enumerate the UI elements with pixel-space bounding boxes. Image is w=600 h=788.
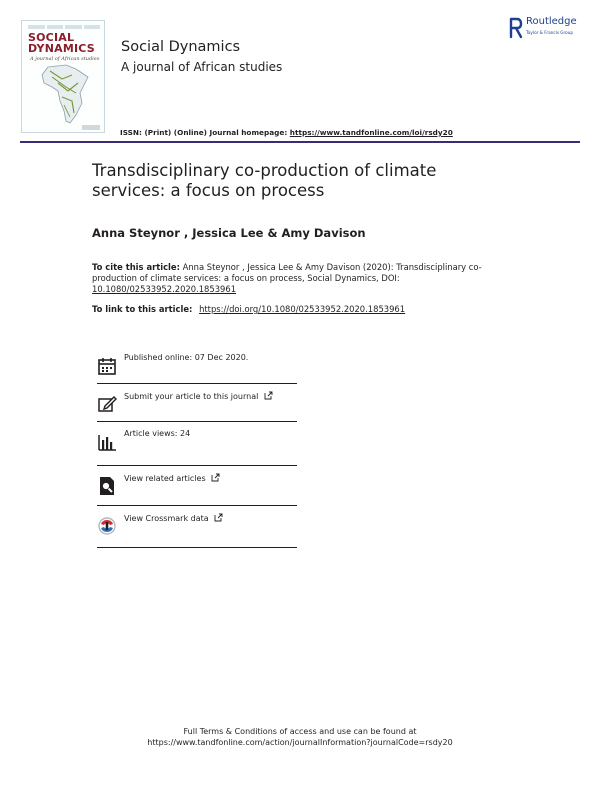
article-views-row (97, 426, 297, 459)
journal-homepage-link[interactable]: https://www.tandfonline.com/loi/rsdy20 (289, 128, 453, 137)
article-authors: Anna Steynor , Jessica Lee & Amy Davison (92, 226, 366, 240)
footer-terms-url[interactable]: https://www.tandfonline.com/action/journalInformation?journalCode=rsdy20 (147, 738, 453, 747)
article-views-text: Article views: 24 (124, 429, 191, 438)
row-divider (97, 465, 297, 466)
africa-map-icon (22, 21, 105, 133)
cite-text: Anna Steynor , Jessica Lee & Amy Davison (2020): Transdisciplinary co-production of climate services: a focus on process, Social Dynamics, DOI: (92, 262, 482, 283)
row-divider (97, 547, 297, 548)
calendar-icon (97, 356, 117, 376)
crossmark-label[interactable]: View Crossmark data (124, 514, 209, 523)
citation-block (92, 262, 512, 295)
row-divider (97, 421, 297, 422)
related-articles-label[interactable]: View related articles (124, 474, 206, 483)
row-divider (97, 505, 297, 506)
crossmark-icon (97, 516, 117, 536)
related-articles-row[interactable] (97, 470, 297, 503)
footer-terms-text: Full Terms & Conditions of access and use can be found at (183, 727, 417, 736)
routledge-r-icon (508, 16, 524, 40)
external-link-icon (214, 513, 223, 522)
cover-title-line2: DYNAMICS (28, 42, 95, 55)
issn-label: ISSN: (Print) (Online) Journal homepage: (120, 128, 288, 137)
article-doi-url[interactable]: https://doi.org/10.1080/02533952.2020.1853961 (199, 304, 406, 314)
bar-chart-icon (97, 432, 117, 452)
related-articles-text[interactable] (124, 473, 220, 483)
cite-label: To cite this article: (92, 262, 180, 272)
journal-title: Social Dynamics (121, 39, 241, 55)
journal-subtitle: A journal of African studies (121, 60, 283, 74)
publisher-tagline: Taylor & Francis Group (526, 30, 574, 35)
search-document-icon (97, 476, 117, 496)
doi-link[interactable]: 10.1080/02533952.2020.1853961 (92, 284, 237, 294)
published-online-text: Published online: 07 Dec 2020. (124, 353, 249, 362)
crossmark-text[interactable] (124, 513, 223, 523)
publisher-logo (508, 16, 588, 42)
crossmark-row[interactable] (97, 510, 297, 543)
external-link-icon (264, 391, 273, 400)
published-online-row (97, 350, 297, 383)
submit-article-text[interactable] (124, 391, 273, 401)
external-link-icon (211, 473, 220, 482)
edit-icon (97, 394, 117, 414)
cover-subtitle: A journal of African studies (30, 56, 100, 62)
journal-cover-thumbnail (21, 20, 105, 133)
link-label: To link to this article: (92, 304, 193, 314)
publisher-name: Routledge (526, 16, 577, 27)
footer (0, 726, 600, 748)
submit-article-row[interactable] (97, 388, 297, 421)
row-divider (97, 383, 297, 384)
cover-title-line1: SOCIAL (28, 31, 75, 44)
article-title: Transdisciplinary co-production of climate services: a focus on process (92, 161, 437, 200)
submit-article-label[interactable]: Submit your article to this journal (124, 392, 259, 401)
link-to-article (92, 304, 405, 314)
header-divider (20, 141, 580, 143)
issn-line (120, 128, 453, 137)
